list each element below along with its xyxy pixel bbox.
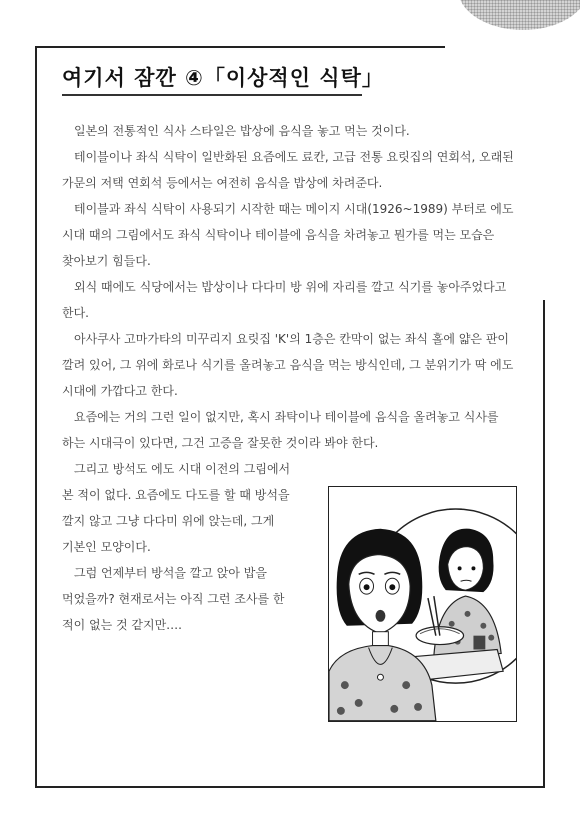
paragraph-8: 그럼 언제부터 방석을 깔고 앉아 밥을 먹었을까? 현재로서는 아직 그런 조사를 한 적이 없는 것 같지만…. bbox=[62, 566, 285, 632]
paragraph-3: 테이블과 좌식 식탁이 사용되기 시작한 때는 메이지 시대(1926~1989) 부터로 에도 시대 때의 그림에서도 좌식 식탁이나 테이블에 음식을 차려놓고 뭔가를 먹는 모습은 찾아보기 힘들다. bbox=[62, 202, 514, 268]
paragraph-5: 아사쿠사 고마가타의 미꾸리지 요릿집 'K'의 1층은 칸막이 없는 좌식 홀에 얇은 판이 깔려 있어, 그 위에 화로나 식기를 올려놓고 음식을 먹는 방식인데, 그 분위기가 딱 에도 시대에 가깝다고 한다. bbox=[62, 332, 514, 398]
paragraph-6: 요즘에는 거의 그런 일이 없지만, 혹시 좌탁이나 테이블에 음식을 올려놓고 식사를 하는 시대극이 있다면, 그건 고증을 잘못한 것이라 봐야 한다. bbox=[62, 410, 499, 450]
frame-right-border bbox=[543, 300, 545, 788]
frame-top-border bbox=[35, 46, 445, 48]
frame-bottom-border bbox=[35, 786, 545, 788]
title-underline bbox=[62, 94, 362, 96]
paragraph-4: 외식 때에도 식당에서는 밥상이나 다다미 방 위에 자리를 깔고 식기를 놓아주었다고 한다. bbox=[62, 280, 507, 320]
halftone-corner-decoration bbox=[458, 0, 580, 30]
manga-illustration bbox=[328, 486, 517, 722]
article-title: 여기서 잠깐 ④「이상적인 식탁」 bbox=[62, 66, 384, 90]
food-bowl bbox=[416, 627, 463, 645]
frame-left-border bbox=[35, 46, 37, 788]
paragraph-7: 그리고 방석도 에도 시대 이전의 그림에서 본 적이 없다. 요즘에도 다도를 할 때 방석을 깔지 않고 그냥 다다미 위에 앉는데, 그게 기본인 모양이다. bbox=[62, 462, 291, 554]
front-woman-mouth bbox=[376, 610, 386, 622]
paragraph-2: 테이블이나 좌식 식탁이 일반화된 요즘에도 료칸, 고급 전통 요릿집의 연회석, 오래된 가문의 저택 연회석 등에서는 여전히 음식을 밥상에 차려준다. bbox=[62, 150, 514, 190]
illustration-drawing bbox=[329, 487, 516, 721]
cup bbox=[473, 636, 485, 650]
paragraph-1: 일본의 전통적인 식사 스타일은 밥상에 음식을 놓고 먹는 것이다. bbox=[74, 124, 410, 138]
